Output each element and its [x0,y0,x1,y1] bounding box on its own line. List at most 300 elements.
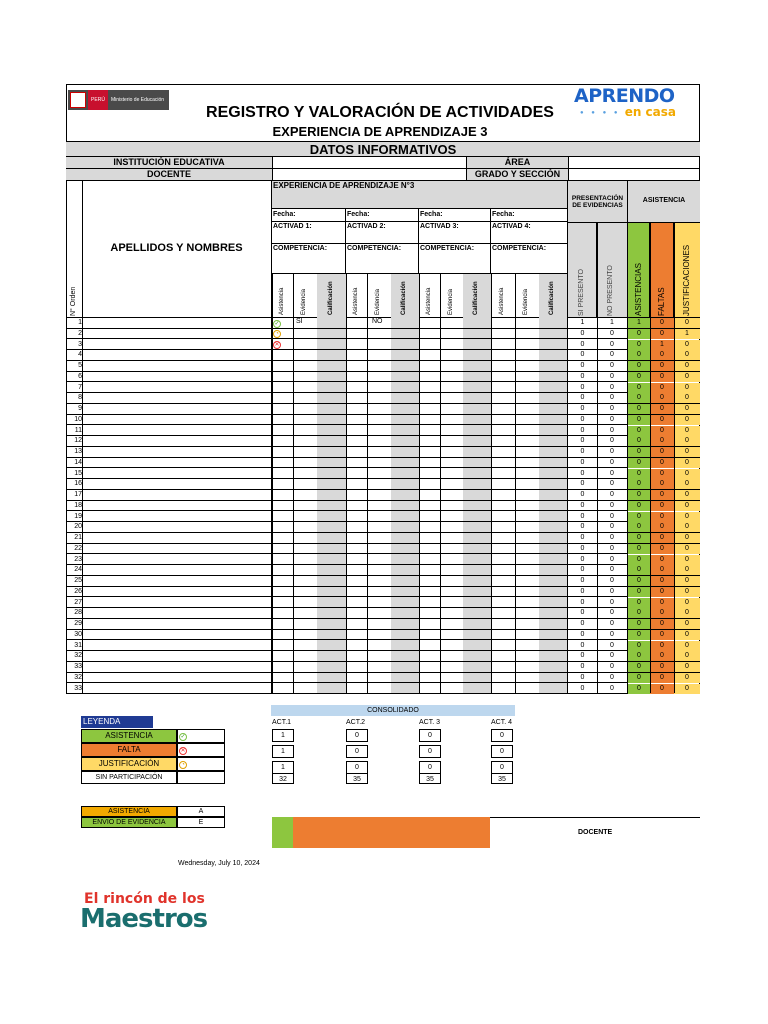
asistencias-cell: 0 [628,673,650,683]
faltas-cell: 0 [650,415,674,425]
presentacion-header: PRESENTACIÓN DE EVIDENCIAS [568,181,627,223]
student-name-cell[interactable] [83,608,271,618]
asistencias-cell: 0 [628,619,650,629]
no-presento-cell: 0 [610,544,614,552]
legend-envio-code: E [177,817,225,828]
subcolumn-label: Calificación [549,281,555,315]
asistencias-label: ASISTENCIAS [634,263,643,316]
student-name-cell[interactable] [83,512,271,522]
student-name-cell[interactable] [83,522,271,532]
legend-envio: ENVIO DE EVIDENCIA [81,817,177,828]
student-name-cell[interactable] [83,361,271,371]
row-number: 11 [74,426,82,434]
justificaciones-cell: 0 [674,630,700,640]
faltas-cell: 0 [650,393,674,403]
row-number: 32 [74,673,82,681]
no-presento-cell: 0 [610,426,614,434]
justificaciones-cell: 0 [674,340,700,350]
table-row [66,512,700,523]
si-presento-cell: 0 [580,469,585,477]
legend-falta: FALTA [81,743,177,757]
no-presento-cell: 0 [610,684,614,692]
no-presento-cell: 0 [610,491,614,498]
consolidado-title: CONSOLIDADO [271,705,515,716]
justificaciones-cell: 0 [674,383,700,393]
justificaciones-cell: 0 [674,479,700,489]
ministry-name: Ministerio de Educación [111,97,165,103]
student-name-cell[interactable] [83,329,271,339]
consolidado-value: 0 [419,729,441,742]
document-title: REGISTRO Y VALORACIÓN DE ACTIVIDADES [206,104,554,121]
no-presento-cell: 1 [610,319,614,326]
faltas-cell: 0 [650,684,674,694]
justificaciones-cell: 0 [674,404,700,414]
subcolumn-label: Asistencia [352,287,359,315]
consolidado-act-label: ACT. 3 [419,719,441,726]
subcolumn-label: Evidencia [301,288,307,315]
no-presento-cell: 0 [610,512,614,520]
table-row [66,501,700,512]
student-name-cell[interactable] [83,598,271,608]
check-icon: ✓ [180,734,186,740]
asistencias-cell: 0 [628,458,650,468]
asistencias-cell: 0 [628,533,650,543]
student-name-cell[interactable] [83,684,271,694]
justificaciones-cell: 0 [674,565,700,575]
si-presento-cell: 0 [580,437,585,445]
dots-icon: ● ● ● ● [580,110,621,116]
no-presento-cell: 0 [610,362,614,369]
no-presento-cell: 0 [610,577,614,584]
justificaciones-cell: 0 [674,426,700,436]
subcolumn-label: Asistencia [425,287,432,315]
nombres-header: APELLIDOS Y NOMBRES [110,242,243,254]
faltas-cell: 0 [650,619,674,629]
row-number: 14 [74,458,82,466]
check-icon: ✓ [274,321,280,327]
table-row [66,544,700,555]
faltas-cell: 0 [650,608,674,618]
table-row [66,393,700,404]
row-number: 29 [74,620,82,627]
ministry-logo [68,90,169,110]
progress-orange-segment [293,817,490,848]
legend-sin-icon-cell [177,771,225,784]
row1-evidencia-2: NO [372,318,383,325]
justificaciones-cell: 0 [674,490,700,500]
grado-label: GRADO Y SECCIÓN [466,169,568,181]
no-presento-cell: 0 [610,383,614,391]
asistencias-cell: 0 [628,565,650,575]
table-row [66,469,700,480]
row-number: 8 [78,394,82,402]
faltas-cell: 0 [650,662,674,672]
faltas-cell: 0 [650,383,674,393]
consolidado-value: 35 [419,773,441,784]
no-presento-cell: 0 [610,405,614,412]
signature-line [490,817,700,818]
faltas-cell: 0 [650,641,674,651]
docente-label: DOCENTE [66,169,272,181]
datos-informativos-bar: DATOS INFORMATIVOS [66,141,700,157]
row-number: 13 [74,448,82,455]
student-name-cell[interactable] [83,565,271,575]
asistencias-cell: 0 [628,555,650,565]
subcolumn-label: Evidencia [447,288,454,315]
si-presento-cell: 0 [580,641,585,649]
consolidado-value: 0 [491,729,513,742]
si-presento-cell: 0 [580,458,585,466]
row-number: 27 [74,598,82,606]
row-number: 22 [74,544,82,552]
asistencia-header: ASISTENCIA [628,181,700,223]
grado-field[interactable] [568,169,700,181]
student-name-cell[interactable] [83,447,271,457]
subcolumn-label: Calificación [401,281,407,315]
student-name-cell[interactable] [83,501,271,511]
experiencia-header: EXPERIENCIA DE APRENDIZAJE N°3 [272,181,567,209]
table-row [66,565,700,576]
actividades-block: Fecha: ACTIVAD 1: COMPETENCIA: Fecha: ACTIVAD 2: COMPETENCIA: Fecha: ACTIVAD 3: COMPETENCIA: Fecha: ACTIVAD 4: COMPETENCIA: [272,209,567,317]
row-number: 26 [74,587,82,595]
row-number: 15 [74,469,82,477]
table-row [66,684,700,695]
row-number: 7 [78,383,82,391]
row-number: 3 [78,340,82,348]
justificaciones-cell: 0 [674,651,700,661]
table-row [66,318,700,329]
asistencias-cell: 0 [628,436,650,446]
faltas-cell: 0 [650,576,674,586]
table-row [66,651,700,662]
table-row [66,673,700,684]
justificaciones-cell: 0 [674,318,700,328]
justificaciones-cell: 1 [674,329,700,339]
justificaciones-cell: 0 [674,587,700,597]
subcolumn-label: Asistencia [499,287,505,315]
si-presento-cell: 0 [580,340,585,348]
faltas-cell: 0 [650,329,674,339]
justificaciones-cell: 0 [674,641,700,651]
asistencias-cell: 0 [628,383,650,393]
subcolumn-label: Asistencia [278,287,285,315]
row-number: 21 [74,534,82,541]
no-presento-cell: 0 [610,351,614,359]
si-presento-cell: 0 [580,491,585,498]
subcolumn-label: Evidencia [375,288,381,315]
student-name-cell[interactable] [83,587,271,597]
consolidado-act-label: ACT.2 [346,719,366,726]
rincon-maestros-logo: El rincón de los Maestros [80,891,208,934]
document-subtitle: EXPERIENCIA DE APRENDIZAJE 3 [272,124,488,139]
no-presento-cell: 0 [610,534,614,541]
consolidado-value: 1 [272,729,294,742]
asistencias-cell: 0 [628,340,650,350]
student-name-cell[interactable] [83,372,271,382]
table-row [66,619,700,630]
table-row [66,630,700,641]
report-date: Wednesday, July 10, 2024 [178,860,260,867]
student-name-cell[interactable] [83,404,271,414]
row-number: 18 [74,501,82,509]
si-presento-cell: 0 [580,329,585,337]
asistencias-cell: 0 [628,404,650,414]
consolidado-value: 1 [272,745,294,758]
no-presento-cell: 0 [610,620,614,627]
faltas-cell: 0 [650,544,674,554]
table-row [66,587,700,598]
subcolumn-label: Evidencia [523,288,529,315]
coat-of-arms-icon [70,92,86,108]
si-presento-cell: 0 [580,501,585,509]
table-row [66,372,700,383]
no-presento-cell: 0 [610,372,614,380]
justificaciones-cell: 0 [674,436,700,446]
consolidado-value: 0 [491,745,513,758]
asistencias-cell: 0 [628,522,650,532]
asistencias-cell: 0 [628,426,650,436]
table-row [66,404,700,415]
progress-green-segment [272,817,293,848]
faltas-cell: 0 [650,479,674,489]
cross-icon: ✕ [180,748,186,754]
si-presento-cell: 0 [580,566,585,574]
justificaciones-label: JUSTIFICACIONES [682,244,691,316]
row-number: 10 [74,415,82,423]
faltas-cell: 0 [650,651,674,661]
si-presento-cell: 0 [580,426,585,434]
no-presento-cell: 0 [610,469,614,477]
consolidado-value: 0 [419,761,441,774]
table-row [66,479,700,490]
student-name-cell[interactable] [83,426,271,436]
legend-asistencia-icon-cell [177,729,225,743]
asistencias-cell: 0 [628,361,650,371]
cross-icon: ✕ [274,342,280,348]
table-row [66,662,700,673]
student-name-cell[interactable] [83,490,271,500]
table-row [66,340,700,351]
subcolumn-label: Calificación [473,281,479,315]
faltas-cell: 1 [650,340,674,350]
student-name-cell[interactable] [83,673,271,683]
row-number: 16 [74,480,82,488]
row-number: 20 [74,523,82,531]
si-presento-label: SI PRESENTO [578,269,585,316]
justificaciones-cell: 0 [674,512,700,522]
asistencias-cell: 0 [628,587,650,597]
no-presento-cell: 0 [610,394,614,402]
table-row [66,608,700,619]
student-name-cell[interactable] [83,469,271,479]
table-row [66,522,700,533]
consolidado-value: 35 [346,773,368,784]
row-number: 4 [78,351,82,359]
student-name-cell[interactable] [83,555,271,565]
asistencias-cell: 0 [628,576,650,586]
si-presento-cell: 0 [580,480,585,488]
si-presento-cell: 0 [580,394,585,402]
table-row [66,555,700,566]
faltas-cell: 0 [650,404,674,414]
no-presento-cell: 0 [610,609,614,617]
row-number: 32 [74,652,82,660]
faltas-cell: 0 [650,372,674,382]
asistencias-cell: 0 [628,329,650,339]
table-row [66,533,700,544]
justificaciones-cell: 0 [674,673,700,683]
asistencias-cell: 0 [628,662,650,672]
faltas-cell: 0 [650,522,674,532]
justificaciones-cell: 0 [674,501,700,511]
row-number: 23 [74,555,82,563]
row-number: 25 [74,577,82,584]
consolidado-value: 0 [346,745,368,758]
row-number: 33 [74,684,82,692]
legend-asist2-code: A [177,806,225,817]
no-presento-cell: 0 [610,566,614,574]
row-number: 17 [74,491,82,498]
row-number: 5 [78,362,82,369]
si-presento-cell: 0 [580,405,585,412]
student-name-cell[interactable] [83,641,271,651]
student-name-cell[interactable] [83,458,271,468]
justificaciones-cell: 0 [674,350,700,360]
student-name-cell[interactable] [83,630,271,640]
justificaciones-cell: 0 [674,458,700,468]
no-presento-cell: 0 [610,598,614,606]
student-name-cell[interactable] [83,318,271,328]
student-name-cell[interactable] [83,383,271,393]
si-presento-cell: 0 [580,663,585,670]
asistencias-cell: 1 [628,318,650,328]
table-row [66,426,700,437]
row-number: 24 [74,566,82,574]
aprendo-en-casa-logo: APRENDO ● ● ● ● en casa [574,85,676,119]
student-name-cell[interactable] [83,479,271,489]
justificaciones-cell: 0 [674,598,700,608]
peru-badge: PERÚ [88,90,108,110]
student-name-cell[interactable] [83,350,271,360]
no-presento-cell: 0 [610,501,614,509]
row-number: 9 [78,405,82,412]
asistencias-cell: 0 [628,684,650,694]
table-row [66,576,700,587]
legend-falta-icon-cell [177,743,225,757]
consolidado-value: 0 [346,761,368,774]
si-presento-cell: 0 [580,609,585,617]
faltas-cell: 0 [650,426,674,436]
justificaciones-cell: 0 [674,544,700,554]
consolidado-value: 35 [491,773,513,784]
faltas-cell: 0 [650,565,674,575]
table-row [66,598,700,609]
faltas-cell: 0 [650,447,674,457]
si-presento-cell: 0 [580,512,585,520]
faltas-cell: 0 [650,458,674,468]
asistencias-cell: 0 [628,479,650,489]
student-name-cell[interactable] [83,544,271,554]
justificaciones-cell: 0 [674,662,700,672]
faltas-cell: 0 [650,318,674,328]
si-presento-cell: 0 [580,577,585,584]
si-presento-cell: 0 [580,555,585,563]
student-name-cell[interactable] [83,619,271,629]
si-presento-cell: 0 [580,587,585,595]
si-presento-cell: 0 [580,652,585,660]
table-row [66,361,700,372]
area-field[interactable] [568,157,700,169]
no-presento-label: NO PRESENTO [607,265,614,316]
asistencias-cell: 0 [628,415,650,425]
student-name-cell[interactable] [83,533,271,543]
consolidado-value: 0 [491,761,513,774]
asistencias-cell: 0 [628,630,650,640]
justificaciones-cell: 0 [674,393,700,403]
table-row [66,436,700,447]
docente-signature-label: DOCENTE [578,829,613,836]
faltas-label: FALTAS [657,287,666,316]
faltas-cell: 0 [650,350,674,360]
justificaciones-cell: 0 [674,576,700,586]
si-presento-cell: 0 [580,544,585,552]
asistencias-cell: 0 [628,372,650,382]
no-presento-cell: 0 [610,340,614,348]
no-presento-cell: 0 [610,673,614,681]
row-number: 12 [74,437,82,445]
student-name-cell[interactable] [83,340,271,350]
no-presento-cell: 0 [610,329,614,337]
docente-field[interactable] [272,169,466,181]
faltas-cell: 0 [650,361,674,371]
student-name-cell[interactable] [83,415,271,425]
asistencias-cell: 0 [628,393,650,403]
table-row [66,415,700,426]
asistencias-cell: 0 [628,447,650,457]
asistencias-cell: 0 [628,469,650,479]
asistencias-cell: 0 [628,490,650,500]
asistencias-cell: 0 [628,641,650,651]
student-name-cell[interactable] [83,651,271,661]
justificaciones-cell: 0 [674,447,700,457]
student-name-cell[interactable] [83,576,271,586]
table-row [66,641,700,652]
no-presento-cell: 0 [610,480,614,488]
justificaciones-cell: 0 [674,684,700,694]
legend-asist2: ASISTENCIA [81,806,177,817]
student-name-cell[interactable] [83,662,271,672]
faltas-cell: 0 [650,555,674,565]
si-presento-cell: 0 [580,673,585,681]
consolidado-act-label: ACT.1 [272,719,292,726]
justificaciones-cell: 0 [674,361,700,371]
consolidado-value: 32 [272,773,294,784]
asistencias-cell: 0 [628,651,650,661]
si-presento-cell: 0 [580,523,585,531]
no-presento-cell: 0 [610,663,614,670]
consolidado-act-label: ACT. 4 [491,719,513,726]
no-presento-cell: 0 [610,437,614,445]
student-name-cell[interactable] [83,393,271,403]
student-name-cell[interactable] [83,436,271,446]
row-number: 28 [74,609,82,617]
si-presento-cell: 0 [580,383,585,391]
institucion-field[interactable] [272,157,466,169]
justificaciones-cell: 0 [674,372,700,382]
si-presento-cell: 0 [580,684,585,692]
legend-justificacion-icon-cell [177,757,225,771]
asistencias-cell: 0 [628,512,650,522]
